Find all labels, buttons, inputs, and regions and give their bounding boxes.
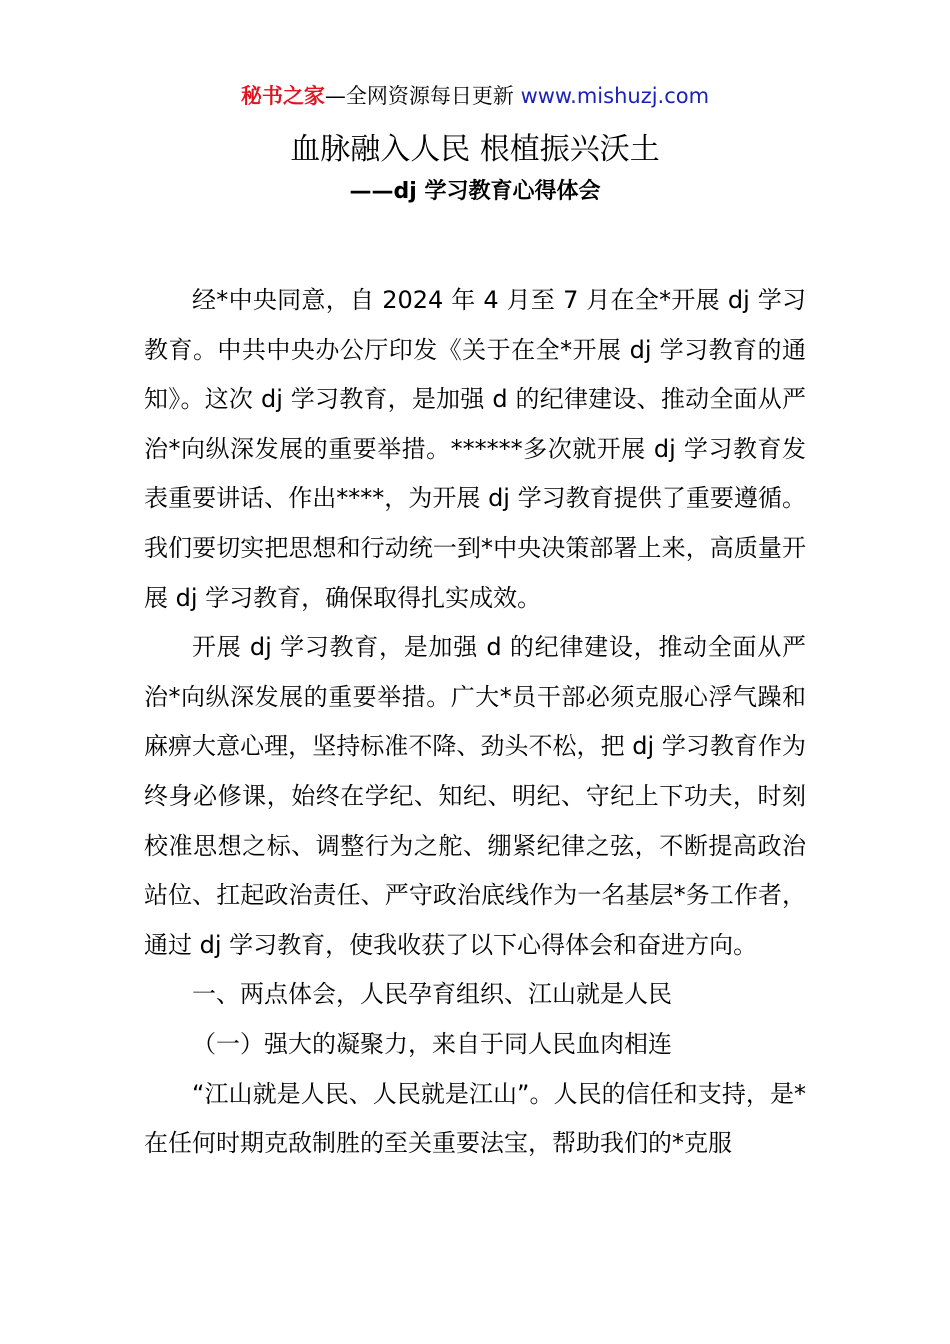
site-tagline: —全网资源每日更新	[324, 84, 521, 108]
body-paragraph-2: 开展 dj 学习教育，是加强 d 的纪律建设，推动全面从严治*向纵深发展的重要举措。广大*员干部必须克服心浮气躁和麻痹大意心理，坚持标准不降、劲头不松，把 dj 学习教育作为终身必修课，始终在学纪、知纪、明纪、守纪上下功夫，时刻校准思想之标、调整行为之舵、绷紧纪律之弦，不断提高政治站位、扛起政治责任、严守政治底线作为一名基层*务工作者，通过 dj 学习教育，使我收获了以下心得体会和奋进方向。	[144, 633, 806, 959]
site-url-link[interactable]: www.mishuzj.com	[520, 84, 710, 108]
site-header	[0, 80, 950, 112]
sub-heading-1: （一）强大的凝聚力，来自于同人民血肉相连	[192, 1029, 672, 1058]
body-paragraph-3: “江山就是人民、人民就是江山”。人民的信任和支持，是*在任何时期克敌制胜的至关重要法宝，帮助我们的*克服	[144, 1079, 806, 1158]
document-title: 血脉融入人民 根植振兴沃土	[290, 132, 660, 167]
section-heading-1: 一、两点体会，人民孕育组织、江山就是人民	[192, 980, 672, 1009]
document-body	[144, 276, 806, 1169]
document-subtitle: ——dj 学习教育心得体会	[349, 179, 601, 204]
site-brand: 秘书之家	[240, 84, 325, 108]
body-paragraph-1: 经*中央同意，自 2024 年 4 月至 7 月在全*开展 dj 学习教育。中共中央办公厅印发《关于在全*开展 dj 学习教育的通知》。这次 dj 学习教育，是加强 d 的纪律建设、推动全面从严治*向纵深发展的重要举措。******多次就开展 dj 学习教育发表重要讲话、作出****，为开展 dj 学习教育提供了重要遵循。我们要切实把思想和行动统一到*中央决策部署上来，高质量开展 dj 学习教育，确保取得扎实成效。	[144, 286, 806, 612]
